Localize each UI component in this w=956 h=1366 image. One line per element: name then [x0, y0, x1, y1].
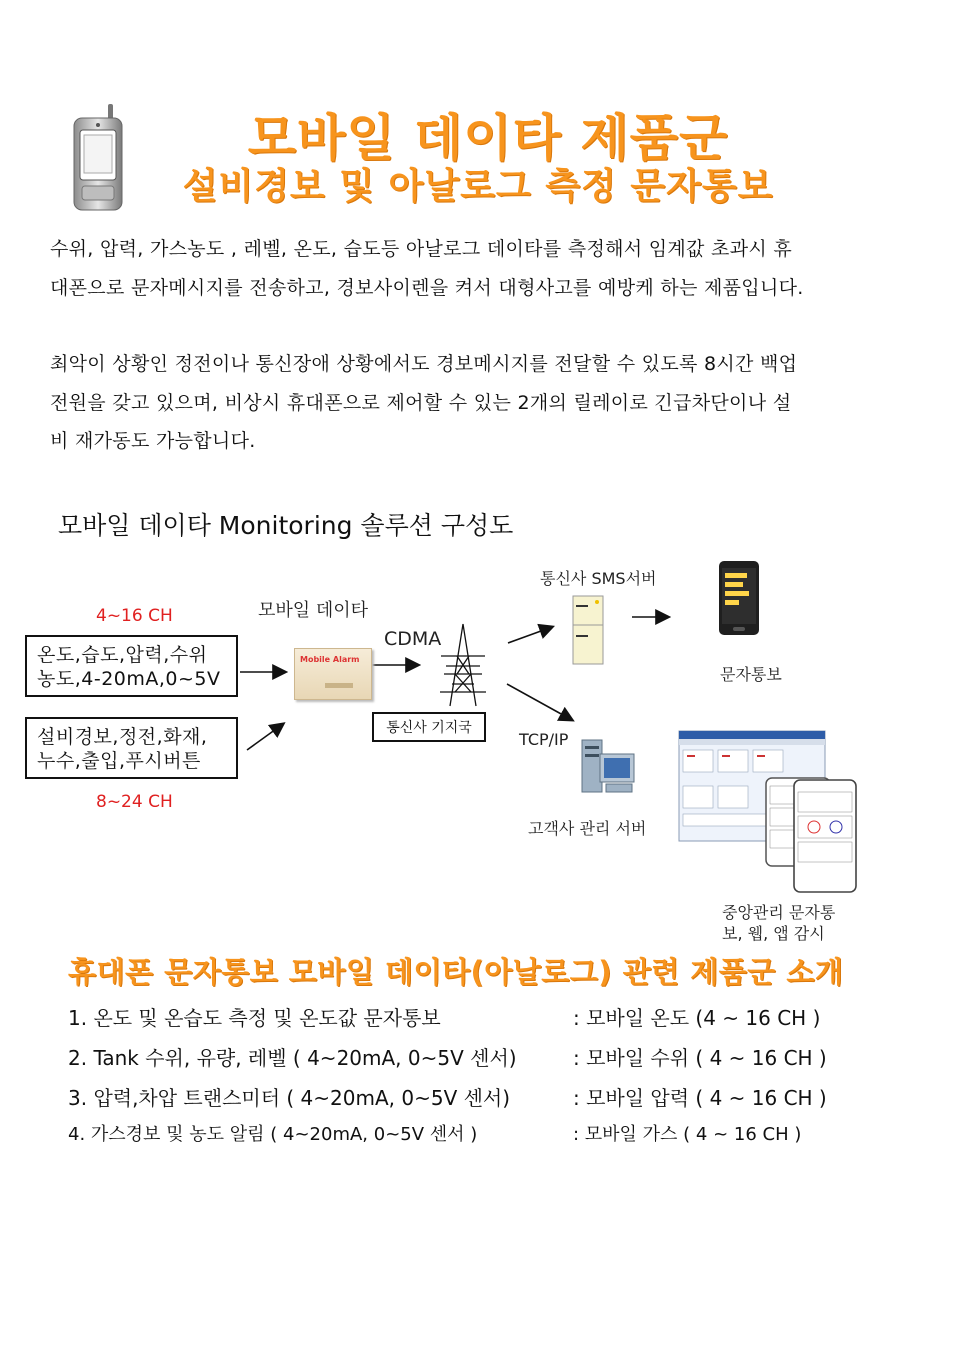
diagram-title: 모바일 데이타 Monitoring 솔루션 구성도 [58, 511, 514, 540]
intro-line: 수위, 압력, 가스농도 , 레벨, 온도, 습도등 아날로그 데이타를 측정해서 임계값 초과시 휴 [50, 238, 793, 260]
products-title: 휴대폰 문자통보 모바일 데이타(아날로그) 관련 제품군 소개 [68, 955, 844, 989]
product-item [68, 1042, 928, 1076]
product-name: : 모바일 압력 ( 4 ~ 16 CH ) [573, 1086, 827, 1110]
cdma-tower-icon [438, 622, 488, 708]
product-name: : 모바일 가스 ( 4 ~ 16 CH ) [573, 1124, 802, 1145]
central-management-label [722, 902, 835, 944]
device-brand-text: Mobile Alarm [300, 655, 360, 664]
product-description: 4. 가스경보 및 농도 알림 ( 4~20mA, 0~5V 센서 ) [68, 1124, 478, 1145]
mobile-alarm-device-icon [294, 648, 372, 700]
input-box-line: 농도,4-20mA,0~5V [37, 668, 221, 690]
input-box-line: 설비경보,정전,화재, [37, 726, 208, 748]
device-label: 모바일 데이타 [258, 600, 369, 621]
arrow-tower-to-sms [508, 627, 552, 643]
desktop-server-icon [580, 738, 638, 796]
arrow-input2-to-device [247, 724, 283, 750]
product-description: 2. Tank 수위, 유량, 레벨 ( 4~20mA, 0~5V 센서) [68, 1046, 517, 1070]
smartphone-icon [718, 560, 760, 636]
page-title: 모바일 데이타 제품군 [247, 109, 729, 167]
monitoring-screen-icon [678, 730, 860, 896]
page-subtitle: 설비경보 및 아날로그 측정 문자통보 [182, 166, 774, 207]
cdma-label: CDMA [384, 628, 442, 650]
product-item [68, 1120, 928, 1154]
channel-count-top: 4~16 CH [96, 606, 173, 626]
tcpip-label: TCP/IP [519, 730, 569, 749]
intro-line: 전원을 갖고 있으며, 비상시 휴대폰으로 제어할 수 있는 2개의 릴레이로 긴급차단이나 설 [50, 391, 792, 414]
product-name: : 모바일 수위 ( 4 ~ 16 CH ) [573, 1046, 827, 1070]
arrow-tower-to-server [507, 684, 572, 720]
input-box-line: 누수,출입,푸시버튼 [37, 750, 201, 772]
intro-line: 최악이 상황인 정전이나 통신장애 상황에서도 경보메시지를 전달할 수 있도록 8시간 백업 [50, 353, 798, 375]
product-item [68, 1002, 928, 1036]
input-box-line: 온도,습도,압력,수위 [37, 644, 208, 666]
product-description: 3. 압력,차압 트랜스미터 ( 4~20mA, 0~5V 센서) [68, 1086, 511, 1110]
intro-line: 대폰으로 문자메시지를 전송하고, 경보사이렌을 켜서 대형사고를 예방케 하는 제품입니다. [50, 276, 804, 299]
product-description: 1. 온도 및 온습도 측정 및 온도값 문자통보 [68, 1006, 441, 1030]
channel-count-bottom: 8~24 CH [96, 792, 173, 812]
product-name: : 모바일 온도 (4 ~ 16 CH ) [573, 1006, 821, 1030]
sms-notify-label: 문자통보 [720, 665, 782, 684]
sms-server-icon [572, 595, 604, 665]
central-label-line: 보, 웹, 앱 감시 [722, 924, 825, 943]
intro-line: 비 재가동도 가능합니다. [50, 430, 256, 452]
customer-server-label: 고객사 관리 서버 [528, 819, 647, 838]
base-station-box: 통신사 기지국 [372, 712, 486, 742]
sms-server-label: 통신사 SMS서버 [540, 569, 657, 588]
product-item [68, 1082, 928, 1116]
central-label-line: 중앙관리 문자통 [722, 903, 836, 922]
